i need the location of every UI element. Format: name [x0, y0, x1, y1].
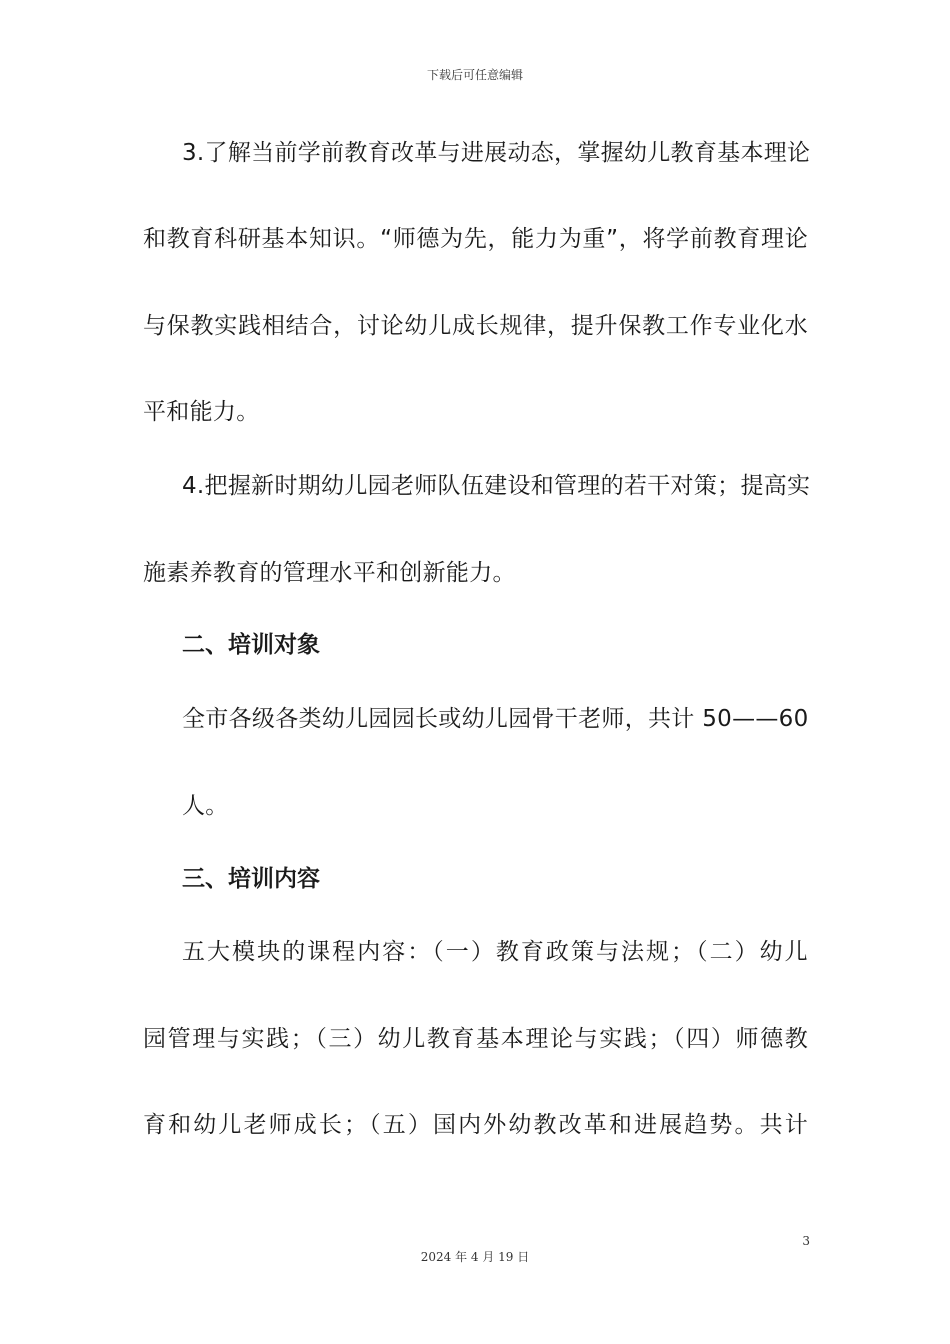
paragraph-line: 育和幼儿老师成长；（五）国内外幼教改革和进展趋势。共计 [143, 1112, 808, 1138]
section-heading: 三、培训内容 [182, 866, 320, 892]
paragraph-line: 4.把握新时期幼儿园老师队伍建设和管理的若干对策；提高实 [182, 473, 811, 499]
paragraph-line: 五大模块的课程内容：（一）教育政策与法规；（二）幼儿 [182, 939, 808, 965]
paragraph-line: 全市各级各类幼儿园园长或幼儿园骨干老师，共计 50——60 [182, 706, 809, 732]
header-note: 下载后可任意编辑 [426, 68, 523, 82]
paragraph-line: 3.了解当前学前教育改革与进展动态，掌握幼儿教育基本理论 [182, 140, 811, 166]
paragraph-line: 和教育科研基本知识。“师德为先，能力为重”，将学前教育理论 [143, 226, 808, 252]
paragraph-line: 人。 [182, 793, 229, 819]
paragraph-line: 平和能力。 [143, 399, 260, 425]
page-number: 3 [802, 1234, 810, 1248]
paragraph-line: 施素养教育的管理水平和创新能力。 [143, 560, 516, 586]
paragraph-line: 园管理与实践；（三）幼儿教育基本理论与实践；（四）师德教 [143, 1026, 808, 1052]
paragraph-line: 与保教实践相结合，讨论幼儿成长规律，提升保教工作专业化水 [143, 313, 808, 339]
section-heading: 二、培训对象 [182, 632, 320, 658]
footer-date: 2024 年 4 月 19 日 [420, 1250, 530, 1264]
